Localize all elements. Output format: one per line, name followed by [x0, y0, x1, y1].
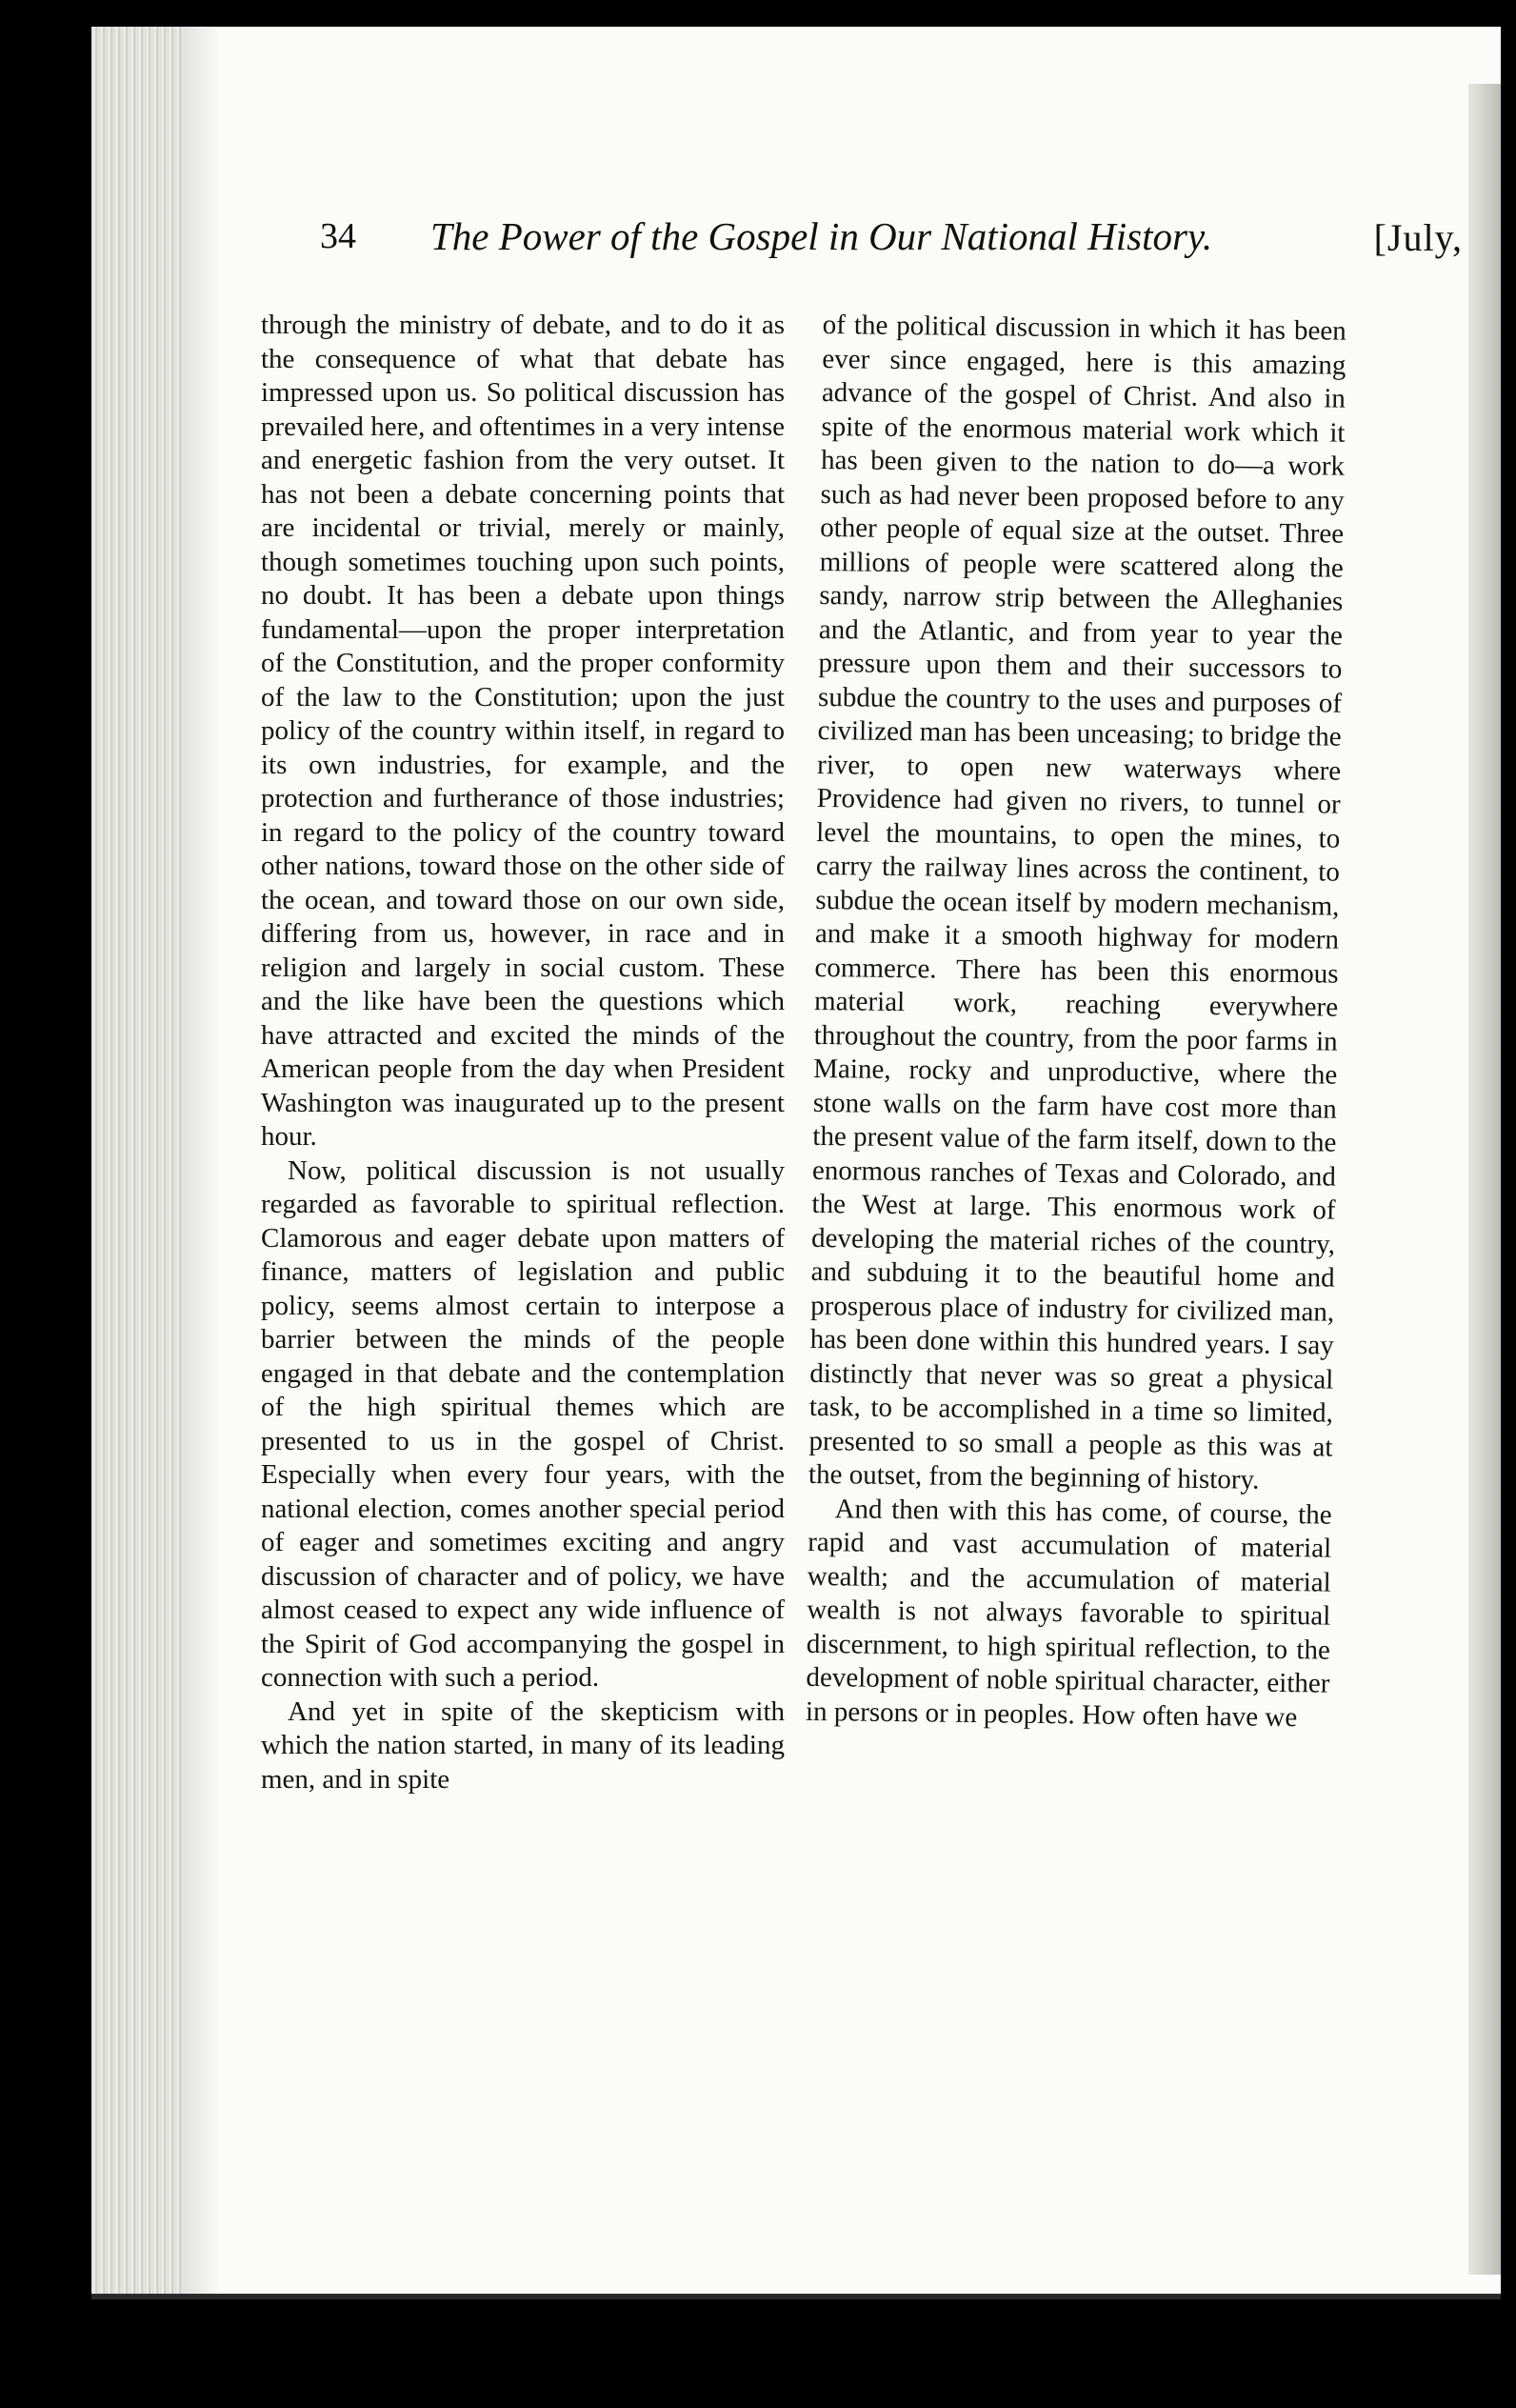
page-bottom-edge: [91, 2294, 1501, 2299]
page-right-edge: [1468, 84, 1501, 2275]
running-header-month: [July,: [1373, 216, 1463, 259]
left-column: [261, 309, 785, 1796]
paragraph: Now, political discussion is not usually regarded as favorable to spiritual reflection. Clamorous and eager debate upon matters of finance, matters of legislation and public policy, seems almost certain to interpose a barrier between the minds of the people engaged in that debate and the contemplation of the high spiritual themes which are presented to us in the gospel of Christ. Especially when every four years, with the national election, comes another special period of eager and sometimes exciting and angry discussion of character and of policy, we have almost ceased to expect any wide influence of the Spirit of God accompanying the gospel in connection with such a period.: [261, 1154, 785, 1693]
paragraph: of the political discussion in which it has been ever since engaged, here is this amazing advance of the gospel of Christ. And also in spite of the enormous material work which it has been given to the nation to do—a work such as had never been proposed before to any other people of equal size at the outset. Three millions of people were scattered along the sandy, narrow strip between the Alleghanies and the Atlantic, and from year to year the pressure upon them and their successors to subdue the country to the uses and purposes of civilized man has been unceasing; to bridge the river, to open new waterways where Providence had given no rivers, to tunnel or level the mountains, to open the mines, to carry the railway lines across the continent, to subdue the ocean itself by modern mechanism, and make it a smooth highway for modern commerce. There has been this enormous material work, reaching everywhere throughout the country, from the poor farms in Maine, rocky and unproductive, where the stone walls on the farm have cost more than the present value of the farm itself, down to the enormous ranches of Texas and Colorado, and the West at large. This enormous work of developing the material riches of the country, and subduing it to the beautiful home and prosperous place of industry for civilized man, has been done within this hundred years. I say distinctly that never was so great a physical task, to be accomplished in a time so limited, presented to so small a people as this was at the outset, from the beginning of history.: [808, 309, 1346, 1495]
page-number: 34: [320, 216, 356, 256]
page-stack-edge: [91, 27, 183, 2294]
running-title: The Power of the Gospel in Our National History.: [430, 214, 1213, 258]
right-column: [806, 309, 1346, 1736]
paragraph: through the ministry of debate, and to do it as the consequence of what that debate has impressed upon us. So political discussion has prevailed here, and oftentimes in a very intense and energetic fashion from the very outset. It has not been a debate concerning points that are incidental or trivial, merely or mainly, though sometimes touching upon such points, no doubt. It has been a debate upon things fundamental—upon the proper interpretation of the Constitution, and the proper conformity of the law to the Constitution; upon the just policy of the country within itself, in regard to its own industries, for example, and the protection and furtherance of those industries; in regard to the policy of the country toward other nations, toward those on the other side of the ocean, and toward those on our own side, differing from us, however, in race and in religion and largely in social custom. These and the like have been the questions which have attracted and excited the minds of the American people from the day when President Washington was inaugurated up to the present hour.: [261, 310, 785, 1152]
running-header: [320, 206, 1463, 282]
paragraph: And yet in spite of the skepticism with which the nation started, in many of its leading men, and in spite: [261, 1696, 785, 1795]
book-page: [91, 27, 1501, 2294]
paragraph: And then with this has come, of course, the rapid and vast accumulation of material wealth; and the accumulation of material wealth is not always favorable to spiritual discernment, to high spiritual reflection, to the development of noble spiritual character, either in persons or in peoples. How often have we: [805, 1493, 1332, 1733]
binding-shadow: [183, 27, 221, 2294]
